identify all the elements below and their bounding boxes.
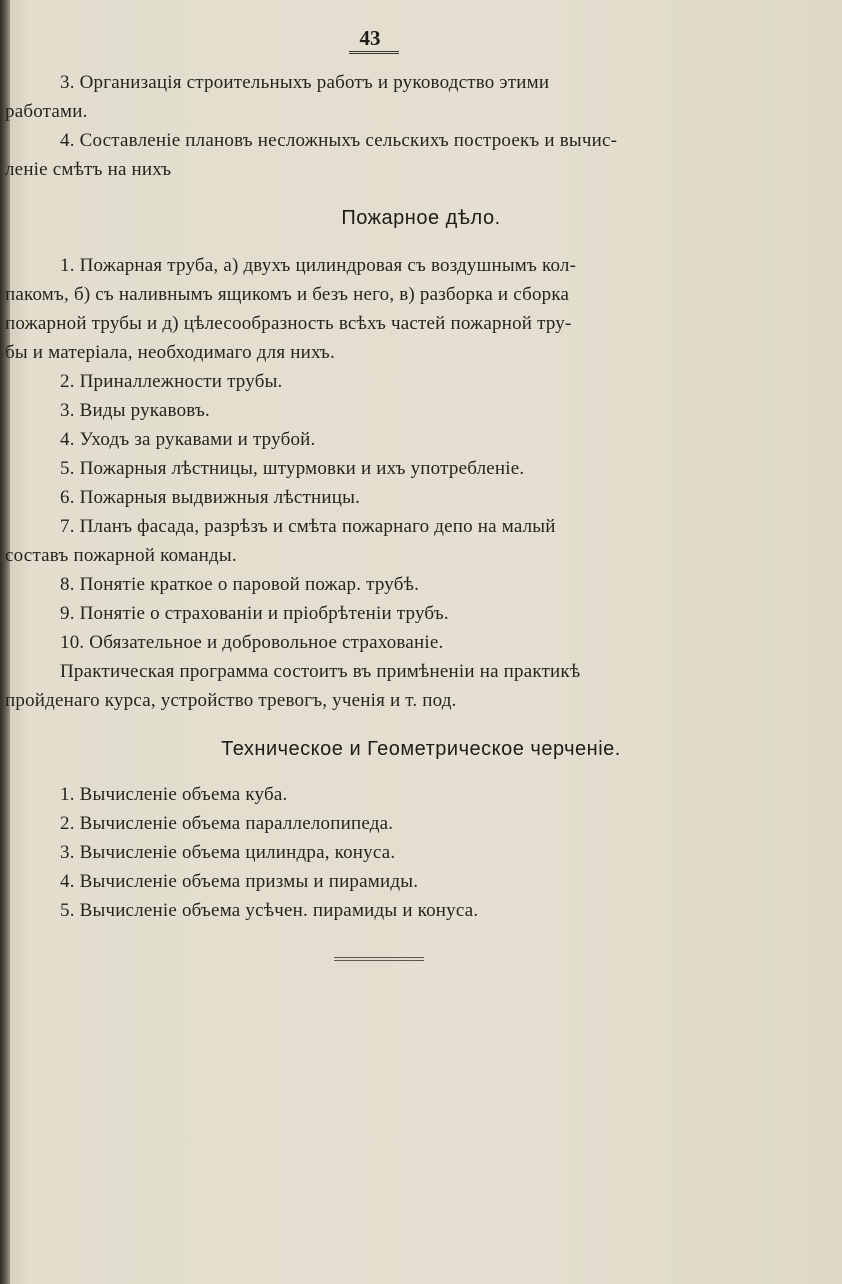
- fire-line: 10. Обязательное и добровольное страхованіе.: [60, 632, 444, 653]
- fire-line: пакомъ, б) съ наливнымъ ящикомъ и безъ него, в) разборка и сборка: [5, 284, 570, 305]
- drawing-line: 3. Вычисленіе объема цилиндра, конуса.: [60, 842, 396, 863]
- fire-line: пожарной трубы и д) цѣлесообразность всѣхъ частей пожарной тру-: [5, 313, 572, 334]
- fire-line: составъ пожарной команды.: [5, 545, 237, 566]
- drawing-line: 2. Вычисленіе объема параллелопипеда.: [60, 813, 394, 834]
- section-heading-drawing: Техническое и Геометрическое черченіе.: [221, 738, 621, 760]
- intro-item-4-line-1: 4. Составленіе плановъ несложныхъ сельскихъ построекъ и вычис-: [60, 130, 618, 151]
- page-binding-edge: [0, 0, 10, 1284]
- page-number: 43: [359, 26, 381, 50]
- fire-line: 6. Пожарныя выдвижныя лѣстницы.: [60, 487, 361, 508]
- fire-line: 8. Понятіе краткое о паровой пожар. трубѣ.: [60, 574, 420, 595]
- drawing-line: 1. Вычисленіе объема куба.: [60, 784, 288, 805]
- intro-item-3-line-2: работами.: [5, 101, 88, 122]
- fire-line: 9. Понятіе о страхованіи и пріобрѣтеніи трубъ.: [60, 603, 449, 624]
- fire-line: 2. Приналлежности трубы.: [60, 371, 283, 392]
- section-end-rule: [334, 957, 424, 961]
- fire-line: 4. Уходъ за рукавами и трубой.: [60, 429, 316, 450]
- fire-line: Практическая программа состоитъ въ примѣненіи на практикѣ: [60, 661, 581, 682]
- page-number-rule: [349, 51, 399, 54]
- fire-line: 1. Пожарная труба, а) двухъ цилиндровая съ воздушнымъ кол-: [60, 255, 577, 276]
- drawing-line: 5. Вычисленіе объема усѣчен. пирамиды и конуса.: [60, 900, 479, 921]
- fire-line: 7. Планъ фасада, разрѣзъ и смѣта пожарнаго депо на малый: [60, 516, 556, 537]
- fire-line: 5. Пожарныя лѣстницы, штурмовки и ихъ употребленіе.: [60, 458, 525, 479]
- fire-line: пройденаго курса, устройство тревогъ, ученія и т. под.: [5, 690, 457, 711]
- drawing-line: 4. Вычисленіе объема призмы и пирамиды.: [60, 871, 419, 892]
- intro-item-4-line-2: леніе смѣтъ на нихъ: [5, 159, 172, 180]
- intro-item-3-line-1: 3. Организація строительныхъ работъ и руководство этими: [60, 72, 550, 93]
- fire-line: 3. Виды рукавовъ.: [60, 400, 210, 421]
- fire-line: бы и матеріала, необходимаго для нихъ.: [5, 342, 335, 363]
- section-heading-fire: Пожарное дѣло.: [341, 207, 501, 229]
